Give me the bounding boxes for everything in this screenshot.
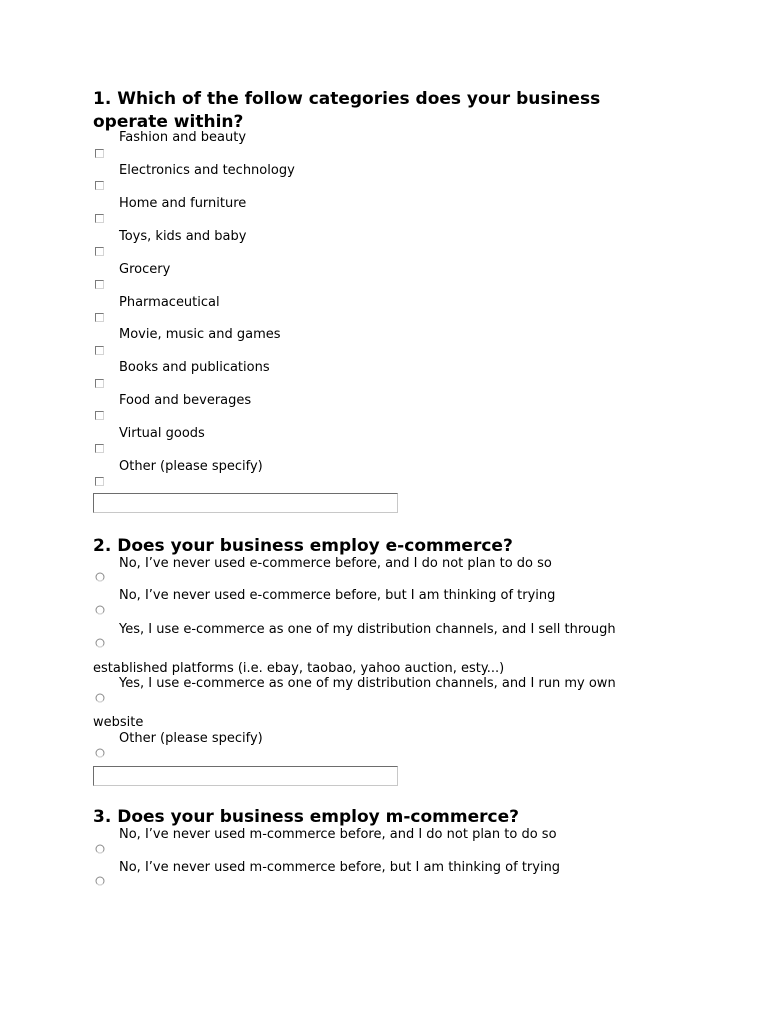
q2-option-radio[interactable] bbox=[95, 693, 105, 703]
q1-option-label: Pharmaceutical bbox=[119, 295, 220, 310]
q1-option-label: Other (please specify) bbox=[119, 459, 263, 474]
q1-option-checkbox[interactable] bbox=[95, 346, 104, 355]
q1-option-checkbox[interactable] bbox=[95, 280, 104, 289]
q2-option-radio[interactable] bbox=[95, 572, 105, 582]
q1-option-checkbox[interactable] bbox=[95, 181, 104, 190]
q1-other-input[interactable] bbox=[93, 493, 398, 513]
q1-option-label: Movie, music and games bbox=[119, 327, 281, 342]
q3-option-label: No, I’ve never used m-commerce before, and I do not plan to do so bbox=[119, 827, 557, 842]
q1-option-checkbox[interactable] bbox=[95, 247, 104, 256]
q2-option-label: Yes, I use e-commerce as one of my distribution channels, and I run my own bbox=[119, 676, 616, 691]
q3-option-radio[interactable] bbox=[95, 876, 105, 886]
q1-option-checkbox[interactable] bbox=[95, 379, 104, 388]
q1-option-checkbox[interactable] bbox=[95, 214, 104, 223]
q2-option-label-continued: established platforms (i.e. ebay, taobao, yahoo auction, esty...) bbox=[93, 661, 505, 676]
question-1-title: 1. Which of the follow categories does your business operate within? bbox=[93, 89, 601, 132]
q1-option-label: Toys, kids and baby bbox=[119, 229, 247, 244]
q3-option-radio[interactable] bbox=[95, 844, 105, 854]
q1-option-checkbox[interactable] bbox=[95, 444, 104, 453]
q2-option-label: No, I’ve never used e-commerce before, and I do not plan to do so bbox=[119, 556, 552, 571]
question-3-title: 3. Does your business employ m-commerce? bbox=[93, 807, 519, 827]
q1-option-label: Food and beverages bbox=[119, 393, 252, 408]
q1-option-label: Books and publications bbox=[119, 360, 270, 375]
q2-option-radio[interactable] bbox=[95, 748, 105, 758]
q2-option-label-continued: website bbox=[93, 715, 144, 730]
q1-option-checkbox[interactable] bbox=[95, 149, 104, 158]
q1-option-label: Grocery bbox=[119, 262, 171, 277]
q1-option-label: Home and furniture bbox=[119, 196, 247, 211]
q1-option-checkbox[interactable] bbox=[95, 477, 104, 486]
question-2-title: 2. Does your business employ e-commerce? bbox=[93, 536, 513, 556]
q1-option-checkbox[interactable] bbox=[95, 411, 104, 420]
q2-option-label: No, I’ve never used e-commerce before, but I am thinking of trying bbox=[119, 588, 556, 603]
q1-option-label: Electronics and technology bbox=[119, 163, 295, 178]
q1-option-checkbox[interactable] bbox=[95, 313, 104, 322]
q1-option-label: Virtual goods bbox=[119, 426, 205, 441]
q1-option-label: Fashion and beauty bbox=[119, 130, 247, 145]
q2-option-radio[interactable] bbox=[95, 605, 105, 615]
q3-option-label: No, I’ve never used m-commerce before, but I am thinking of trying bbox=[119, 860, 561, 875]
q2-option-radio[interactable] bbox=[95, 638, 105, 648]
q2-other-input[interactable] bbox=[93, 766, 398, 786]
q2-option-label: Yes, I use e-commerce as one of my distribution channels, and I sell through bbox=[119, 622, 616, 637]
q2-option-label: Other (please specify) bbox=[119, 731, 263, 746]
